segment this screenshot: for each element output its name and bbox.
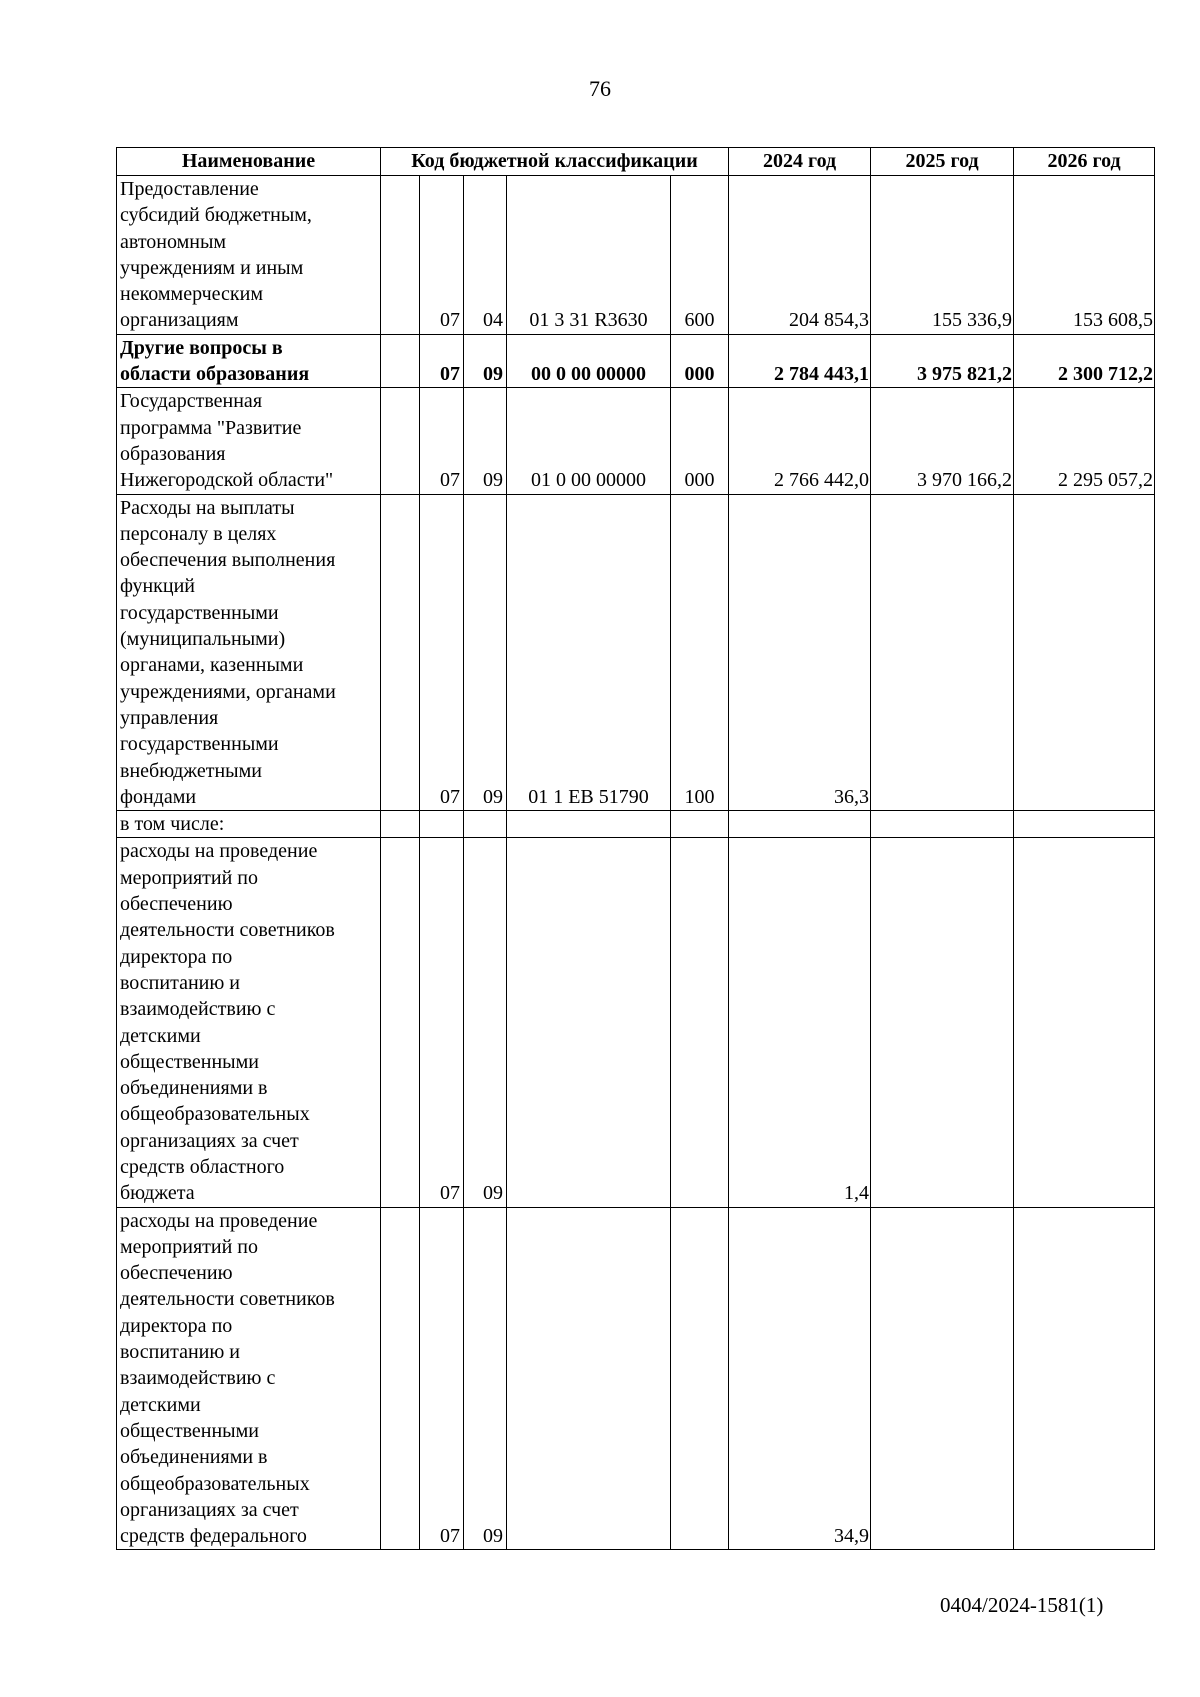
header-2026: 2026 год [1014,148,1155,176]
header-2024: 2024 год [729,148,871,176]
cell-name: Предоставление субсидий бюджетным, автономным учреждениям и иным некоммерческим организациям [117,176,381,335]
cell-name: расходы на проведение мероприятий по обеспечению деятельности советников директора по воспитанию и взаимодействию с детскими общественными объединениями в общеобразовательных организациях за счет средств областного бюджета [117,838,381,1207]
cell-amount-2025 [871,494,1014,811]
table-row [117,494,1155,811]
cell-amount-2024: 2 766 442,0 [729,388,871,494]
page-number: 76 [589,76,611,101]
cell-subsection: 09 [464,1207,507,1550]
cell-target-article: 01 1 ЕВ 51790 [507,494,671,811]
table-header-row [117,148,1155,176]
cell-name: Государственная программа "Развитие образования Нижегородской области" [117,388,381,494]
cell-amount-2024: 36,3 [729,494,871,811]
cell-target-article: 00 0 00 00000 [507,334,671,388]
header-2025: 2025 год [871,148,1014,176]
header-code: Код бюджетной классификации [381,148,729,176]
cell-expense-type [671,811,729,838]
cell-subsection: 09 [464,388,507,494]
cell-amount-2024 [729,811,871,838]
table-row [117,838,1155,1207]
cell-section: 07 [420,176,464,335]
table-row [117,1207,1155,1550]
cell-amount-2024: 1,4 [729,838,871,1207]
table-row [117,811,1155,838]
table-row [117,334,1155,388]
cell-code-1 [381,838,420,1207]
cell-amount-2026 [1014,838,1155,1207]
cell-name: Другие вопросы в области образования [117,334,381,388]
cell-amount-2026 [1014,494,1155,811]
cell-amount-2024: 2 784 443,1 [729,334,871,388]
cell-section: 07 [420,1207,464,1550]
cell-subsection [464,811,507,838]
cell-amount-2024: 34,9 [729,1207,871,1550]
table-row [117,176,1155,335]
table-row [117,388,1155,494]
cell-amount-2025: 3 970 166,2 [871,388,1014,494]
cell-subsection: 09 [464,494,507,811]
cell-target-article [507,838,671,1207]
cell-amount-2026 [1014,1207,1155,1550]
cell-amount-2025 [871,838,1014,1207]
cell-amount-2024: 204 854,3 [729,176,871,335]
cell-amount-2026: 153 608,5 [1014,176,1155,335]
cell-section: 07 [420,334,464,388]
cell-target-article [507,811,671,838]
cell-expense-type: 600 [671,176,729,335]
cell-expense-type: 000 [671,388,729,494]
cell-section [420,811,464,838]
cell-name: расходы на проведение мероприятий по обеспечению деятельности советников директора по воспитанию и взаимодействию с детскими общественными объединениями в общеобразовательных организациях за счет средств федерального [117,1207,381,1550]
cell-amount-2025 [871,811,1014,838]
cell-name: в том числе: [117,811,381,838]
cell-subsection: 09 [464,334,507,388]
cell-amount-2025: 3 975 821,2 [871,334,1014,388]
cell-code-1 [381,334,420,388]
cell-target-article: 01 0 00 00000 [507,388,671,494]
cell-code-1 [381,176,420,335]
cell-target-article [507,1207,671,1550]
cell-code-1 [381,811,420,838]
cell-amount-2025 [871,1207,1014,1550]
cell-section: 07 [420,838,464,1207]
cell-amount-2026 [1014,811,1155,838]
cell-expense-type [671,838,729,1207]
cell-name: Расходы на выплаты персоналу в целях обеспечения выполнения функций государственными (муниципальными) органами, казенными учреждениями, органами управления государственными внебюджетными фондами [117,494,381,811]
cell-subsection: 04 [464,176,507,335]
cell-section: 07 [420,388,464,494]
cell-code-1 [381,1207,420,1550]
budget-table [116,147,1155,1550]
cell-target-article: 01 3 31 R3630 [507,176,671,335]
table-body [117,176,1155,1550]
cell-subsection: 09 [464,838,507,1207]
cell-code-1 [381,494,420,811]
cell-amount-2026: 2 300 712,2 [1014,334,1155,388]
cell-expense-type: 100 [671,494,729,811]
header-name: Наименование [117,148,381,176]
cell-amount-2025: 155 336,9 [871,176,1014,335]
document-code: 0404/2024-1581(1) [940,1593,1104,1617]
cell-amount-2026: 2 295 057,2 [1014,388,1155,494]
cell-expense-type: 000 [671,334,729,388]
cell-expense-type [671,1207,729,1550]
cell-section: 07 [420,494,464,811]
cell-code-1 [381,388,420,494]
